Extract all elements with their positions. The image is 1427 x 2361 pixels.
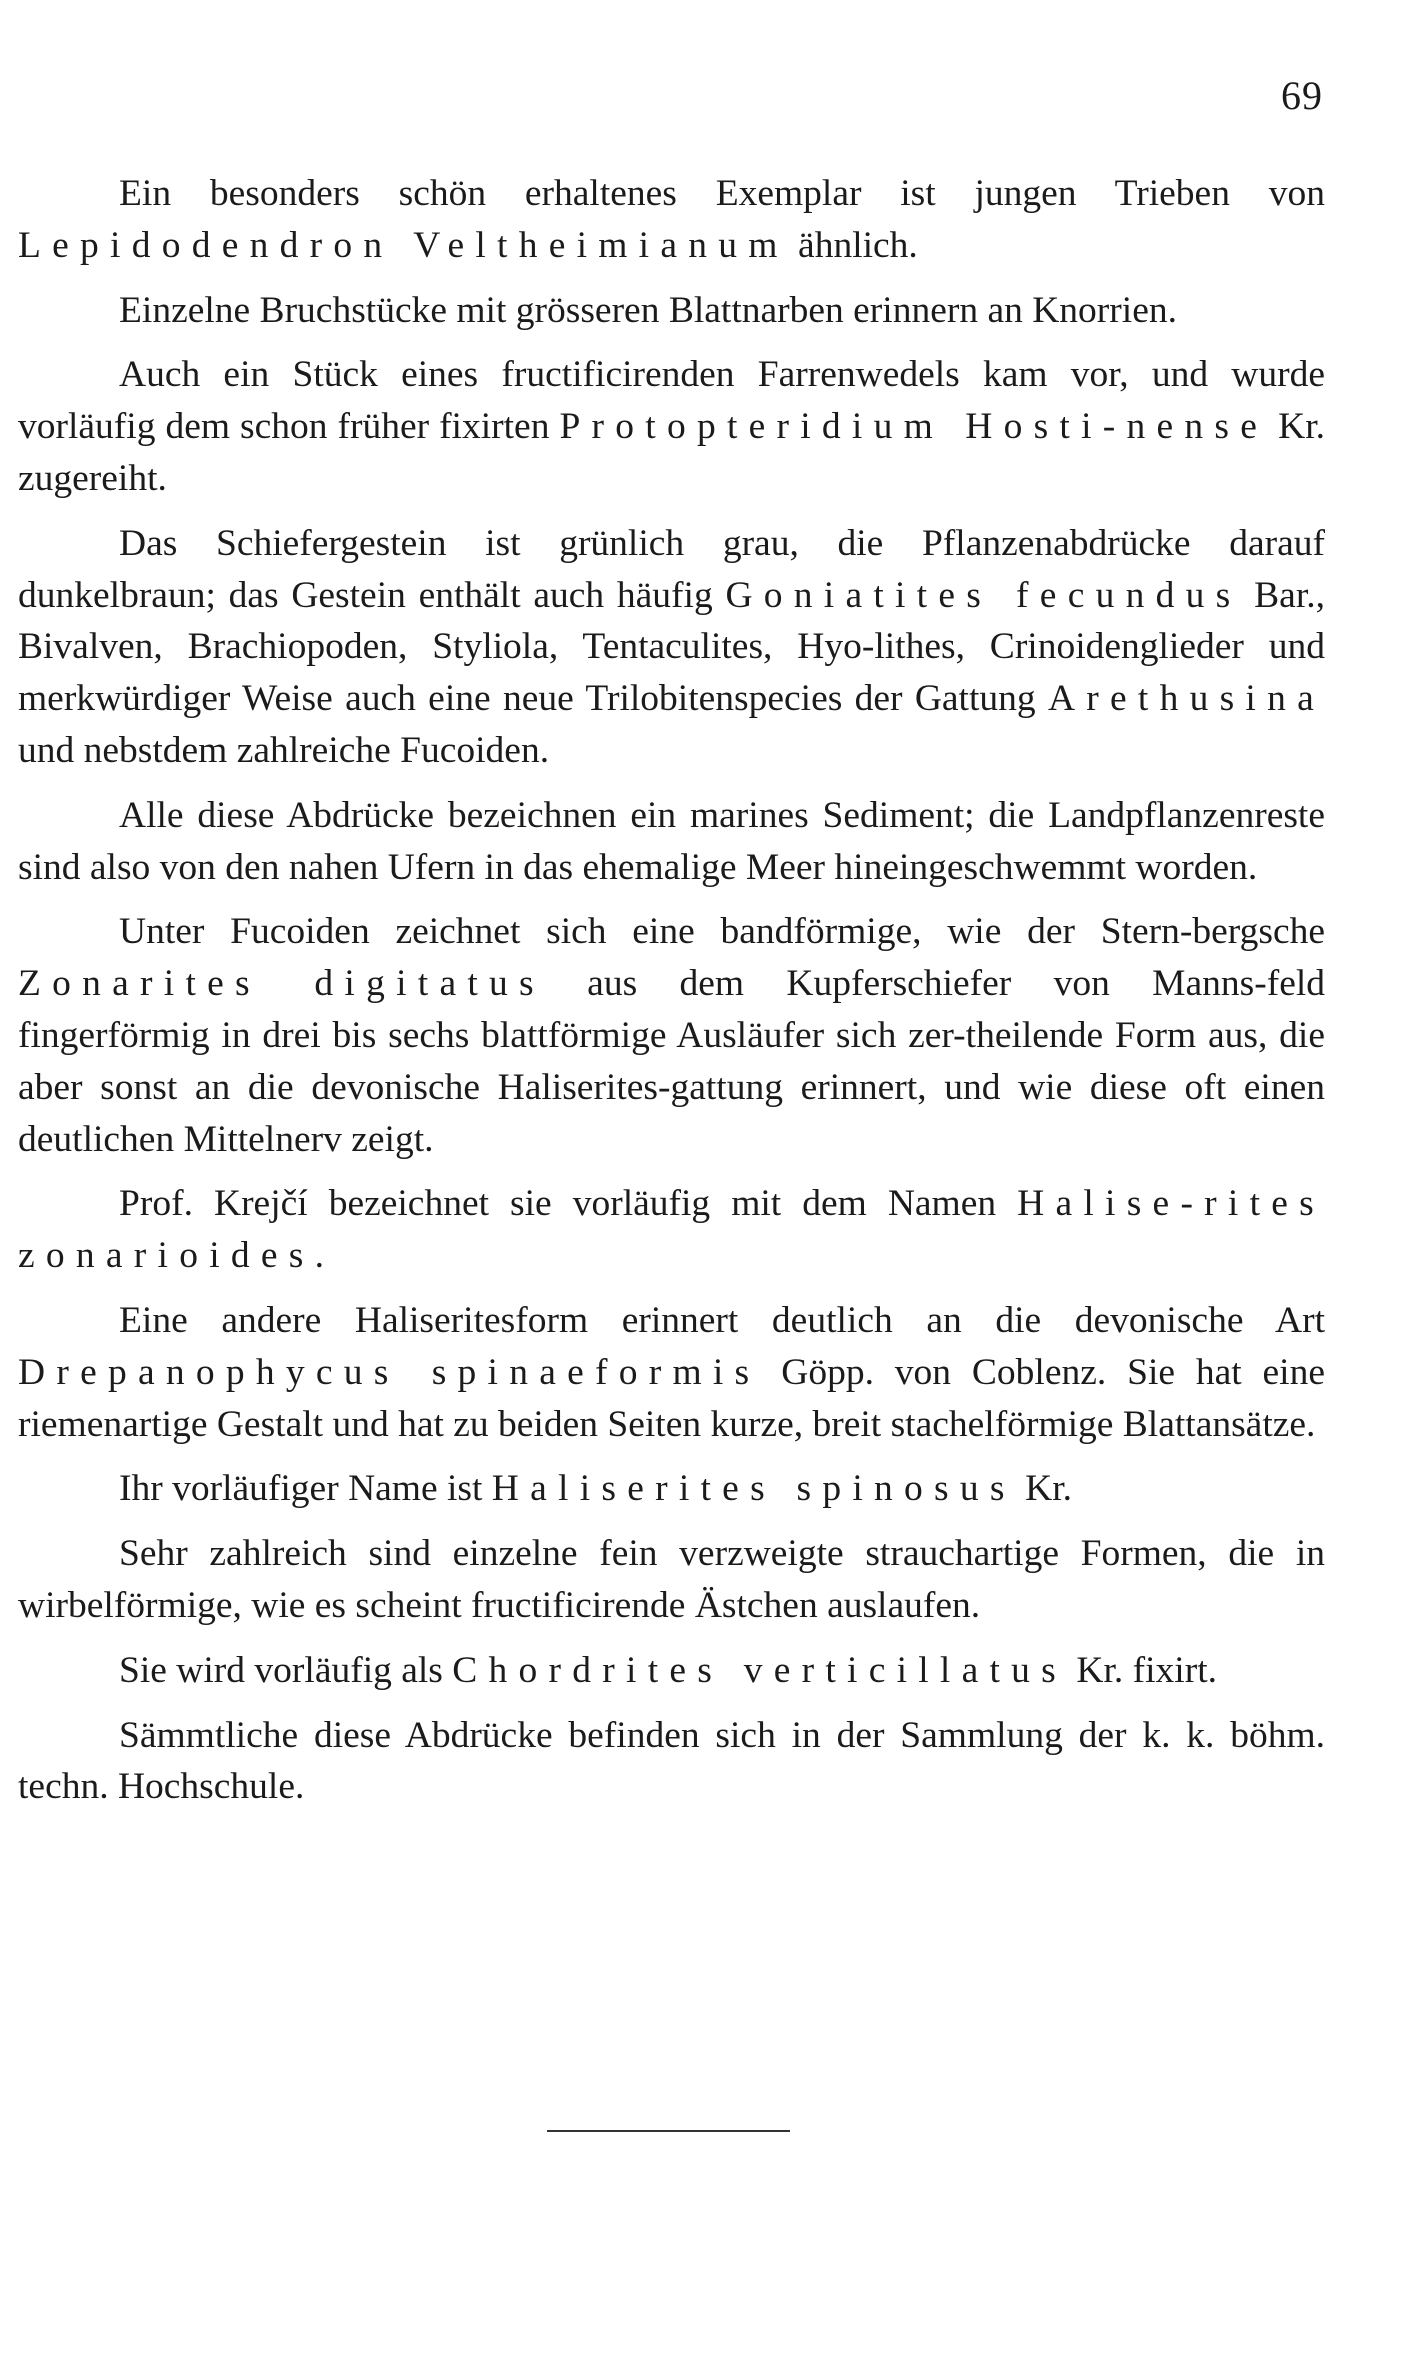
text-segment: Eine andere Haliseritesform erinnert deutlich an die devonische Art — [119, 1299, 1325, 1341]
paragraph-7 — [18, 1178, 1325, 1282]
paragraph-1 — [18, 168, 1325, 272]
paragraph-11 — [18, 1645, 1325, 1697]
spaced-taxon-name: Arethusina — [1047, 678, 1325, 720]
text-segment: Kr. — [1015, 1468, 1072, 1510]
text-segment: und nebstdem zahlreiche Fucoiden. — [18, 729, 550, 771]
spaced-taxon-name: Lepidodendron Veltheimianum — [18, 224, 789, 266]
paragraph-4 — [18, 518, 1325, 777]
text-segment: Sämmtliche diese Abdrücke befinden sich in der Sammlung der k. k. böhm. techn. Hochschule. — [18, 1714, 1325, 1808]
text-segment: Unter Fucoiden zeichnet sich eine bandförmige, wie der Stern-bergsche — [119, 911, 1325, 953]
text-segment: ähnlich. — [788, 224, 918, 266]
text-segment: Sie wird vorläufig als — [119, 1649, 453, 1691]
spaced-taxon-name: Haliserites spinosus — [491, 1468, 1016, 1510]
paragraph-5 — [18, 790, 1325, 894]
text-segment: Das Schiefergestein ist grünlich grau, die Pflanzenabdrücke darauf dunkelbraun; das Gestein enthält auch häufig — [18, 522, 1325, 616]
spaced-taxon-name: Zonarites digitatus — [18, 963, 545, 1005]
text-segment: Göpp. von Coblenz. Sie hat eine riemenartige Gestalt und hat zu beiden Seiten kurze, breit stachelförmige Blattansätze. — [18, 1351, 1325, 1445]
paragraph-8 — [18, 1295, 1325, 1450]
text-segment: aus dem Kupferschiefer von Manns-feld fingerförmig in drei bis sechs blattförmige Ausläufer sich zer-theilende Form aus, die aber sonst an die devonische Haliserites-gattung erinnert, und wie diese oft einen deutlichen Mittelnerv zeigt. — [18, 963, 1326, 1160]
text-segment: Kr. fixirt. — [1067, 1649, 1217, 1691]
text-segment: Einzelne Bruchstücke mit grösseren Blattnarben erinnern an Knorrien. — [119, 289, 1177, 331]
text-segment: Ein besonders schön erhaltenes Exemplar ist jungen Trieben von — [119, 173, 1325, 214]
text-segment: . — [314, 1235, 324, 1277]
text-segment: Sehr zahlreich sind einzelne fein verzweigte strauchartige Formen, die in wirbelförmige, wie es scheint fructificirende Ästchen auslaufen. — [18, 1533, 1325, 1626]
paragraph-9 — [18, 1463, 1325, 1515]
spaced-taxon-name: Drepanophycus spinaeformis — [18, 1351, 761, 1393]
text-segment: Auch ein Stück eines fructificirenden Farrenwedels kam vor, und wurde vorläufig dem schon früher fixirten — [18, 354, 1325, 448]
page-number: 69 — [1281, 73, 1323, 118]
paragraph-2 — [18, 285, 1325, 337]
text-segment: Kr. zugereiht. — [18, 406, 1326, 499]
text-segment: Ihr vorläufiger Name ist — [119, 1468, 492, 1510]
text-segment: Prof. Krejčí bezeichnet sie vorläufig mit dem Namen — [119, 1183, 1018, 1225]
spaced-taxon-name: Chordrites verticillatus — [452, 1649, 1067, 1691]
body-text — [18, 168, 1325, 1813]
spaced-taxon-name: Protopteridium Hosti-nense — [559, 406, 1269, 448]
spaced-taxon-name: Goniatites fecundus — [725, 574, 1242, 616]
paragraph-6 — [18, 906, 1325, 1165]
end-rule — [547, 2130, 790, 2132]
text-segment: Bar., Bivalven, Brachiopoden, Styliola, Tentaculites, Hyo-lithes, Crinoidenglieder und merkwürdiger Weise auch eine neue Trilobitenspecies der Gattung — [18, 574, 1325, 720]
paragraph-12 — [18, 1710, 1325, 1814]
paragraph-10 — [18, 1528, 1325, 1632]
spaced-taxon-name: Halise-rites zonarioides — [18, 1183, 1325, 1277]
paragraph-3 — [18, 349, 1325, 504]
text-segment: Alle diese Abdrücke bezeichnen ein marines Sediment; die Landpflanzenreste sind also von den nahen Ufern in das ehemalige Meer hineingeschwemmt worden. — [18, 794, 1325, 888]
